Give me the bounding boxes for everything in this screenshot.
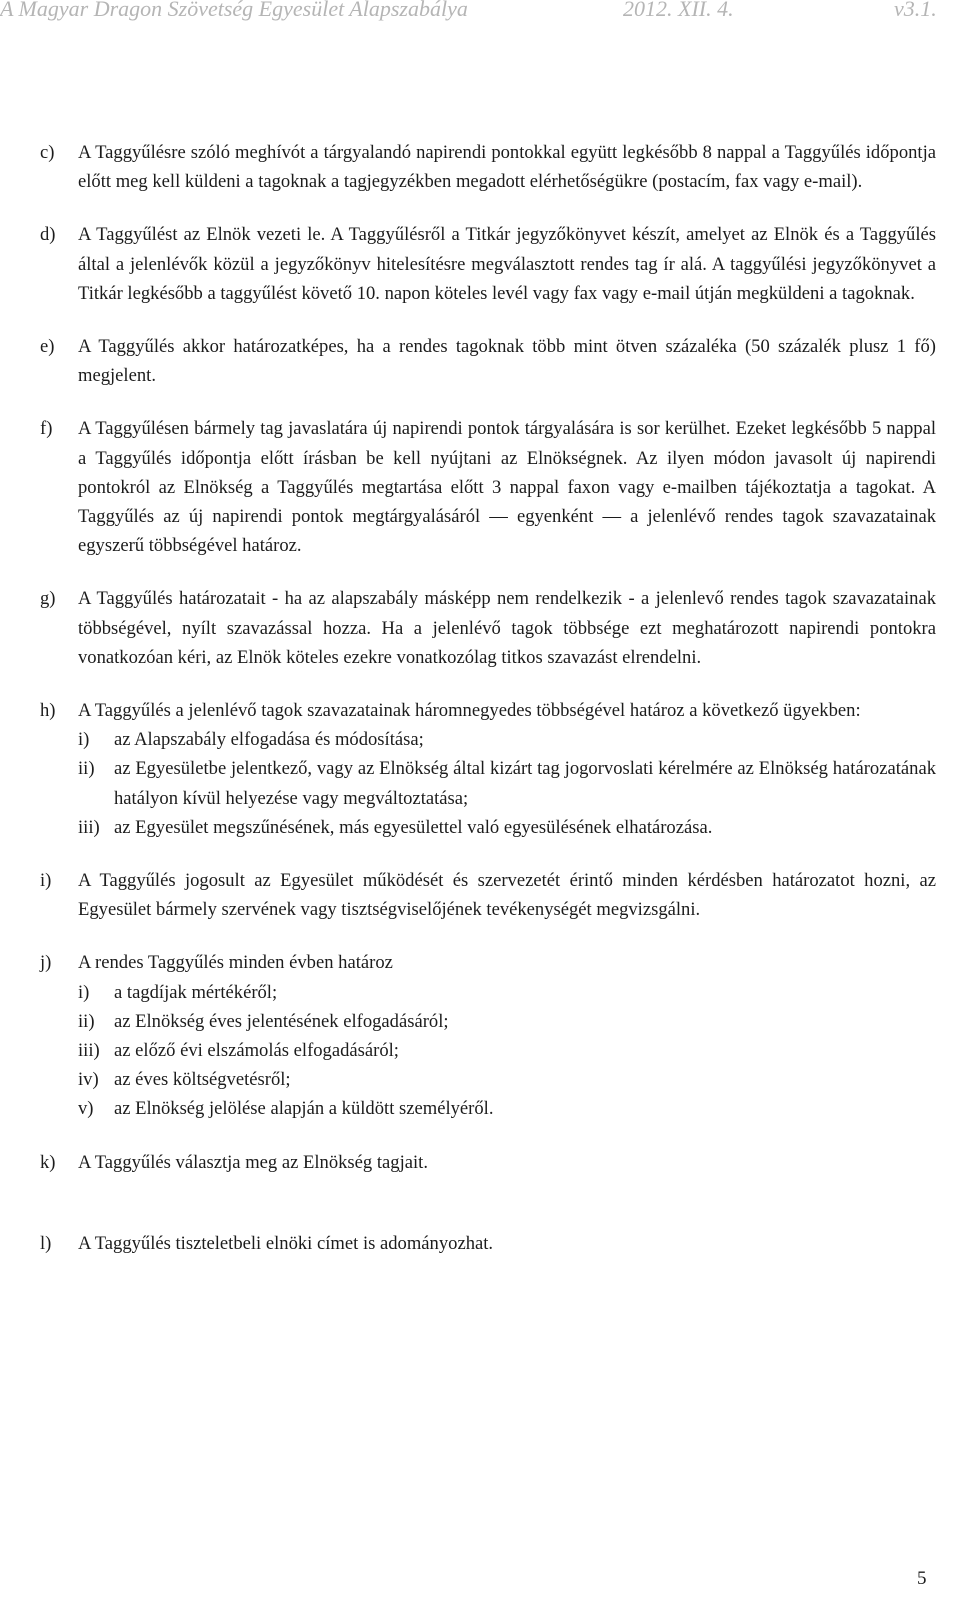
item-f [40, 414, 936, 560]
sub-item [78, 754, 936, 812]
sub-item [78, 725, 936, 754]
sub-item-text: a tagdíjak mértékéről; [114, 981, 278, 1003]
sub-item [78, 978, 936, 1007]
sub-item-text: az Egyesületbe jelentkező, vagy az Elnökség által kizárt tag jogorvoslati kérelmére az Elnökség határozatának hatályon kívül helyezése vagy megváltoztatása; [114, 758, 936, 809]
sub-item-label: v) [78, 1098, 94, 1120]
item-label: i) [40, 870, 52, 892]
page-number: 5 [917, 1568, 927, 1589]
item-e [40, 332, 936, 390]
item-text: A Taggyűlést az Elnök vezeti le. A Taggyűlésről a Titkár jegyzőkönyvet készít, amelyet az Elnök és a Taggyűlés által a jelenlévők közül a jegyzőkönyv hitelesítésre megválasztott rendes tag ír alá. A taggyűlési jegyzőkönyvet a Titkár legkésőbb a taggyűlést követő 10. napon köteles levél vagy fax vagy e-mail útján megküldeni a tagoknak. [78, 224, 936, 304]
item-label: j) [40, 952, 52, 974]
sub-item [78, 1094, 936, 1123]
item-label: h) [40, 700, 56, 722]
item-body [78, 948, 936, 1123]
sub-item-label: i) [78, 981, 90, 1003]
sub-item-label: iii) [78, 1040, 100, 1062]
item-text: A Taggyűlés jogosult az Egyesület működését és szervezetét érintő minden kérdésben határozatot hozni, az Egyesület bármely szervének vagy tisztségviselőjének tevékenységét megvizsgálni. [78, 870, 936, 921]
item-j [40, 948, 936, 1123]
item-text: A Taggyűlésre szóló meghívót a tárgyalandó napirendi pontokkal együtt legkésőbb 8 nappal a Taggyűlés időpontja előtt meg kell küldeni a tagoknak a tagjegyzékben megadott elérhetőségükre (postacím, fax vagy e-mail). [78, 142, 936, 193]
item-text: A Taggyűlés a jelenlévő tagok szavazatainak háromnegyedes többségével határoz a következő ügyekben: [78, 700, 861, 722]
item-label: e) [40, 336, 55, 358]
item-text: A Taggyűlésen bármely tag javaslatára új napirendi pontok tárgyalására is sor kerülhet. Ezeket legkésőbb 5 nappal a Taggyűlés időpontja előtt írásban be kell nyújtani az Elnökségnek. Az ilyen módon javasolt új napirendi pontokról az Elnökség a Taggyűlés megtartása előtt 3 nappal faxon vagy e-mailben tájékoztatja a tagokat. A Taggyűlés az új napirendi pontok megtárgyalásáról — egyenként — a jelenlévő rendes tagok szavazatainak egyszerű többségével határoz. [78, 418, 936, 557]
item-label: c) [40, 142, 55, 163]
item-label: f) [40, 418, 53, 440]
item-label: d) [40, 224, 56, 246]
sub-item-text: az éves költségvetésről; [114, 1069, 291, 1091]
sub-item [78, 813, 936, 842]
item-text: A Taggyűlés határozatait - ha az alapszabály másképp nem rendelkezik - a jelenlevő rendes tagok szavazatainak többségével, nyílt szavazással hozza. Ha a jelenlévő tagok többsége ezt meghatározott napirendi pontokra vonatkozóan kéri, az Elnök köteles ezekre vonatkozólag titkos szavazást elrendelni. [78, 588, 936, 668]
sub-item-label: iv) [78, 1069, 99, 1091]
document-version: v3.1. [894, 0, 937, 21]
document-body [40, 138, 936, 1258]
sub-item-label: ii) [78, 758, 95, 780]
page-header [0, 0, 960, 26]
item-text: A Taggyűlés tiszteletbeli elnöki címet is adományozhat. [78, 1232, 494, 1254]
item-text: A Taggyűlés akkor határozatképes, ha a rendes tagoknak több mint ötven százaléka (50 százalék plusz 1 fő) megjelent. [78, 336, 936, 387]
item-text: A Taggyűlés választja meg az Elnökség tagjait. [78, 1151, 428, 1173]
item-label: g) [40, 588, 56, 610]
sub-item-label: i) [78, 729, 90, 751]
item-label: k) [40, 1151, 56, 1173]
document-title: A Magyar Dragon Szövetség Egyesület Alapszabálya [0, 0, 468, 21]
sub-item-text: az Alapszabály elfogadása és módosítása; [114, 729, 424, 751]
item-i [40, 866, 936, 924]
document-date: 2012. XII. 4. [623, 0, 734, 21]
sub-item-text: az Elnökség éves jelentésének elfogadásáról; [114, 1010, 449, 1032]
item-d [40, 220, 936, 308]
sub-item [78, 1065, 936, 1094]
sub-item-label: ii) [78, 1010, 95, 1032]
sub-item-text: az Elnökség jelölése alapján a küldött személyéről. [114, 1098, 494, 1120]
sub-item-text: az Egyesület megszűnésének, más egyesülettel való egyesülésének elhatározása. [114, 816, 713, 838]
item-label: l) [40, 1232, 52, 1254]
sub-item-label: iii) [78, 816, 100, 838]
item-body [78, 696, 936, 842]
sub-item-text: az előző évi elszámolás elfogadásáról; [114, 1040, 399, 1062]
item-h [40, 696, 936, 842]
item-k [40, 1148, 936, 1177]
sub-item [78, 1036, 936, 1065]
item-text: A rendes Taggyűlés minden évben határoz [78, 952, 393, 974]
item-g [40, 584, 936, 672]
item-c [40, 138, 936, 196]
item-l [40, 1229, 936, 1258]
sub-item [78, 1007, 936, 1036]
